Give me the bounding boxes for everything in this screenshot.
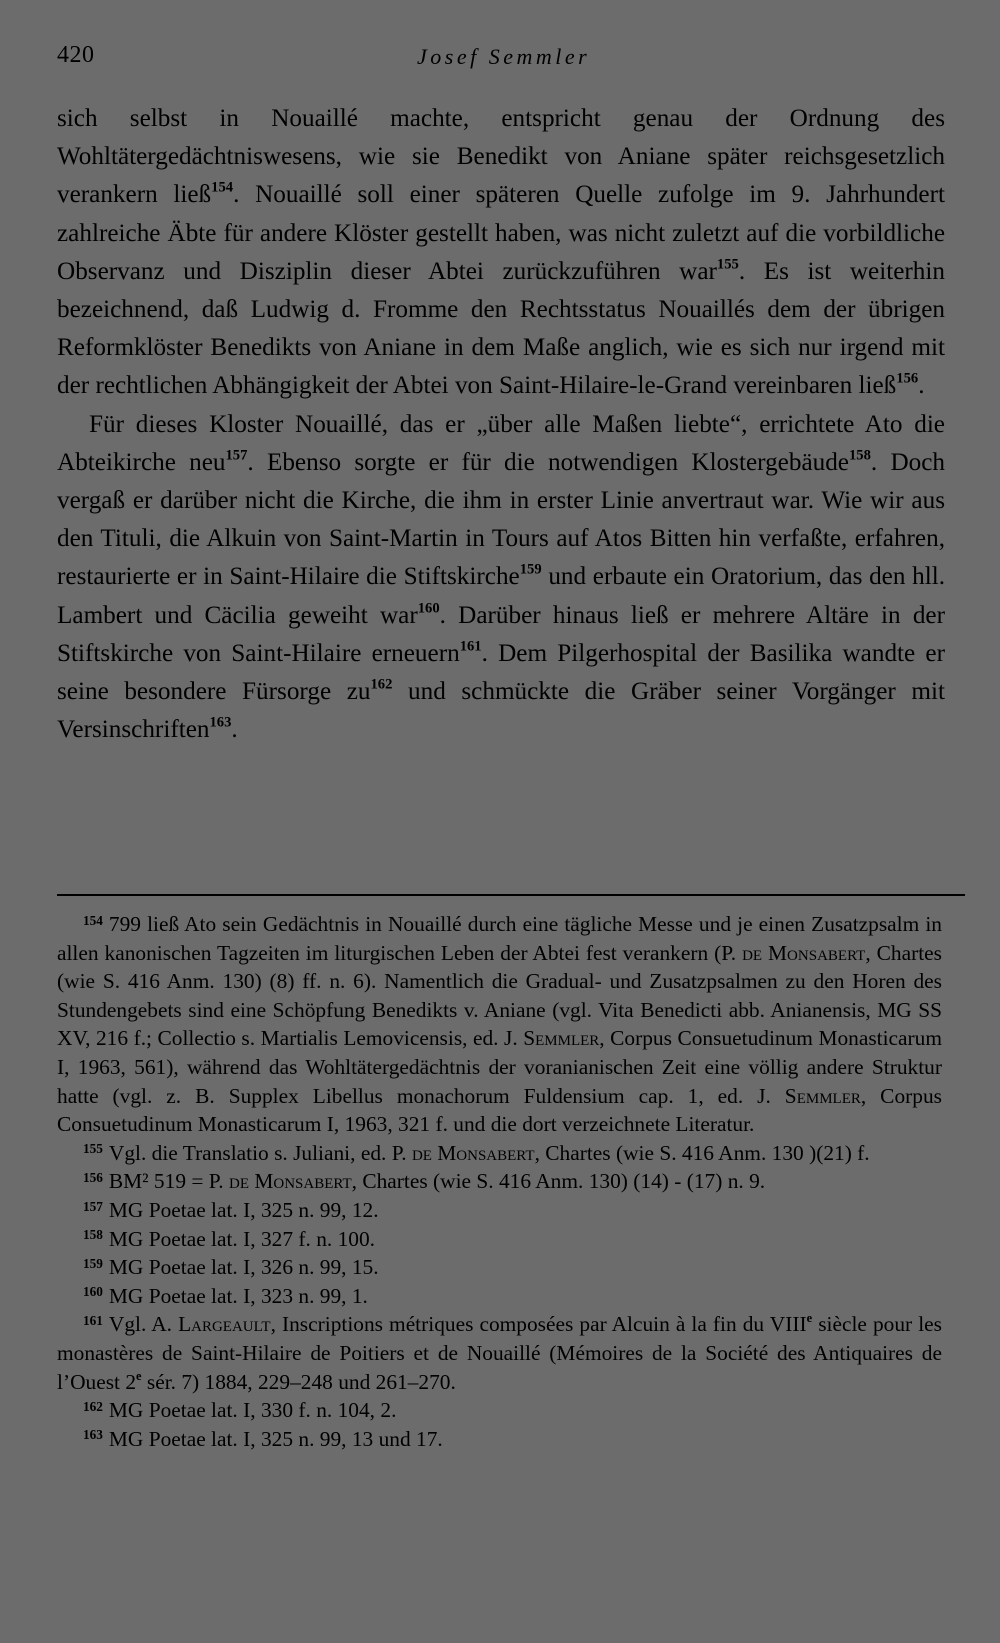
footnote-154: $^{154}$ 799 ließ Ato sein Gedächtnis in Nouaillé durch eine tägliche Messe und je einen Zusatzpsalm in allen kanonischen Tagzeiten im liturgischen Leben der Abtei fest verankern (P. de Monsabert, Chartes (wie S. 416 Anm. 130) (8) ff. n. 6). Namentlich die Gradual- und Zusatzpsalmen zu den Horen des Stundengebets sind eine Schöpfung Benedikts v. Aniane (vgl. Vita Benedicti abb. Anianensis, MG SS XV, 216 f.; Collectio s. Martialis Lemovicensis, ed. J. Semmler, Corpus Consuetudinum Monasticarum I, 1963, 561), während das Wohltätergedächtnis der voranianischen Zeit eine völlig andere Struktur hatte (vgl. z. B. Supplex Libellus monachorum Fuldensium cap. 1, ed. J. Semmler, Corpus Consuetudinum Monasticarum I, 1963, 321 f. und die dort verzeichnete Literatur. <box>57 912 942 1137</box>
running-head: Josef Semmler <box>417 44 591 69</box>
footnote-divider <box>57 894 965 896</box>
footnote-ref-161[interactable]: 161 <box>459 638 482 655</box>
main-text <box>57 100 945 749</box>
footnote-ref-162[interactable]: 162 <box>370 676 393 693</box>
paragraph-2: Für dieses Kloster Nouaillé, das er „über alle Maßen liebte“, errichtete Ato die Abteikirche neu$^{157}$. Ebenso sorgte er für die notwendigen Klostergebäude$^{158}$. Doch vergaß er darüber nicht die Kirche, die ihm in erster Linie anvertraut war. Wie wir aus den Tituli, die Alkuin von Saint-Martin in Tours auf Atos Bitten hin verfaßte, erfahren, restaurierte er in Saint-Hilaire die Stiftskirche$^{159}$ und erbaute ein Oratorium, das den hll. Lambert und Cäcilia geweiht war$^{160}$. Darüber hinaus ließ er mehrere Altäre in der Stiftskirche von Saint-Hilaire erneuern$^{161}$. Dem Pilgerhospital der Basilika wandte er seine besondere Fürsorge $zu^{162}$ und schmückte die Gräber seiner Vorgänger mit Versinschriften$^{163}$. <box>57 410 946 744</box>
footnote-159: $^{159}$ MG Poetae lat. I, 326 n. 99, 15. <box>83 1255 379 1280</box>
footnote-ref-158[interactable]: 158 <box>849 447 871 464</box>
footnote-162: $^{162}$ MG Poetae lat. I, 330 f. n. 104, 2. <box>83 1398 397 1423</box>
footnote-157: $^{157}$ MG Poetae lat. I, 325 n. 99, 12. <box>83 1197 379 1222</box>
footnote-ref-157[interactable]: 157 <box>225 447 248 464</box>
footnote-156: $^{156}$ BM² 519 = P. de Monsabert, Chartes (wie S. 416 Anm. 130) (14) - (17) n. 9. <box>83 1169 766 1194</box>
footnote-158: $^{158}$ MG Poetae lat. I, 327 f. n. 100. <box>83 1226 376 1251</box>
footnote-155: $^{155}$ Vgl. die Translatio s. Juliani, ed. P. de Monsabert, Chartes (wie S. 416 Anm. 130 )(21) f. <box>83 1140 870 1165</box>
footnote-161: $^{161}$ Vgl. A. Largeault, Inscriptions métriques composées par Alcuin à la fin du VIIIe siècle pour les monastères de Saint-Hilaire de Poitiers et de Nouaillé (Mémoires de la Société des Antiquaires de l’Ouest 2e sér. 7) 1884, 229–248 und 261–270. <box>57 1311 942 1394</box>
footnote-ref-163[interactable]: 163 <box>209 714 232 731</box>
page-header <box>57 42 942 76</box>
footnote-ref-154[interactable]: 154 <box>211 179 234 196</box>
page-number: 420 <box>57 42 95 68</box>
footnotes <box>57 910 942 1453</box>
footnote-163: $^{163}$ MG Poetae lat. I, 325 n. 99, 13 und 17. <box>83 1426 443 1451</box>
footnote-160: $^{160}$ MG Poetae lat. I, 323 n. 99, 1. <box>83 1283 368 1308</box>
footnote-ref-159[interactable]: 159 <box>519 561 542 578</box>
paragraph-1: sich selbst in Nouaillé machte, entspricht genau der Ordnung des Wohltätergedächtniswesens, wie sie Benedikt von Aniane später reichsgesetzlich verankern ließ$^{154}$. Nouaillé soll einer späteren Quelle zufolge im 9. Jahrhundert zahlreiche Äbte für andere Klöster gestellt haben, was nicht zuletzt auf die vorbildliche Observanz und Disziplin dieser Abtei zurückzuführen war$^{155}$. Es ist weiterhin bezeichnend, daß Ludwig d. Fromme den Rechtsstatus Nouaillés dem der übrigen Reformklöster Benedikts von Aniane in dem Maße anglich, wie es sich nur irgend mit der rechtlichen Abhängigkeit der Abtei von Saint-Hilaire-le-Grand vereinbaren ließ$^{156}$. <box>57 105 945 400</box>
footnote-ref-156[interactable]: 156 <box>896 370 919 387</box>
footnote-ref-160[interactable]: 160 <box>417 600 440 617</box>
footnote-ref-155[interactable]: 155 <box>716 256 739 273</box>
